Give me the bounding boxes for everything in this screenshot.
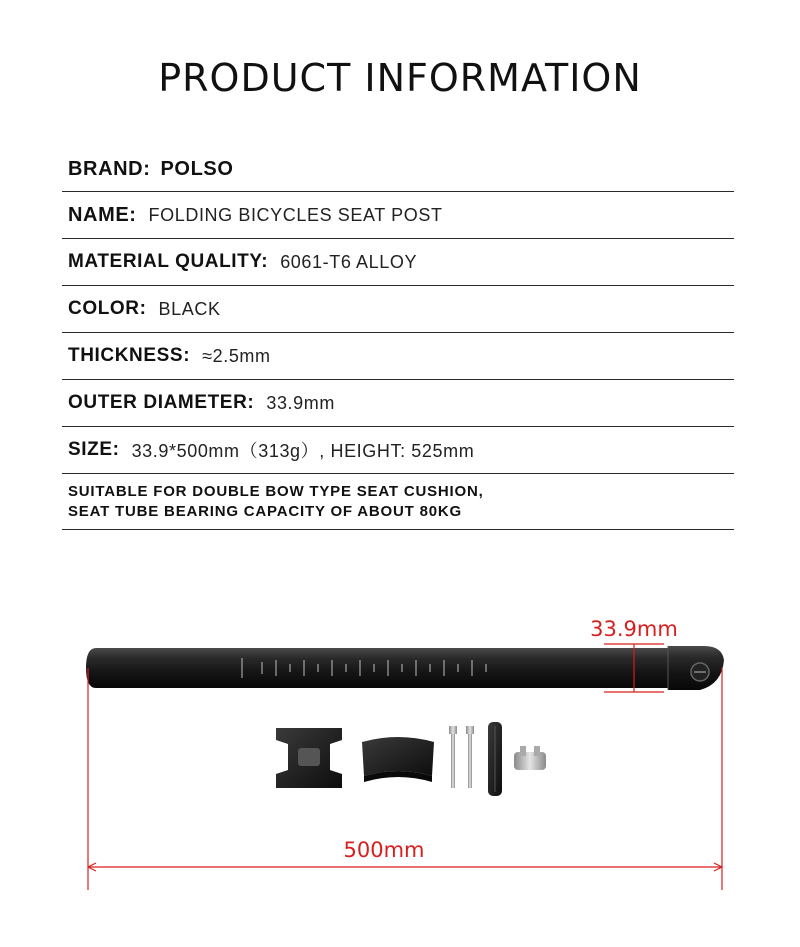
name-label: NAME: bbox=[68, 203, 137, 226]
color-value: BLACK bbox=[158, 298, 221, 319]
spec-row-material bbox=[62, 239, 734, 286]
material-label: MATERIAL QUALITY: bbox=[68, 251, 269, 272]
length-label: 500mm bbox=[343, 838, 425, 862]
page-title: PRODUCT INFORMATION bbox=[158, 56, 642, 100]
spec-row-thickness bbox=[62, 333, 734, 380]
thickness-label: THICKNESS: bbox=[68, 345, 191, 366]
outer-diameter-label: OUTER DIAMETER: bbox=[68, 392, 255, 413]
brand-value: POLSO bbox=[160, 158, 234, 180]
product-illustration bbox=[0, 560, 800, 947]
note-line-1: SUITABLE FOR DOUBLE BOW TYPE SEAT CUSHION, bbox=[68, 482, 484, 500]
spec-row-brand bbox=[62, 142, 734, 192]
outer-diameter-value: 33.9mm bbox=[266, 392, 335, 413]
barrel-nut-part bbox=[488, 722, 502, 796]
bolts-part bbox=[449, 726, 474, 788]
name-value: FOLDING BICYCLES SEAT POST bbox=[148, 204, 443, 225]
brand-label: BRAND: bbox=[68, 158, 151, 180]
spec-table bbox=[62, 142, 734, 530]
capacity-note bbox=[68, 482, 484, 522]
clamp-plate-part bbox=[276, 728, 342, 788]
color-label: COLOR: bbox=[68, 298, 147, 319]
material-value: 6061-T6 ALLOY bbox=[280, 251, 418, 272]
size-value: 33.9*500mm（313g）, HEIGHT: 525mm bbox=[131, 441, 475, 461]
spec-row-size bbox=[62, 427, 734, 474]
saddle-cradle-part bbox=[362, 737, 434, 782]
note-line-2: SEAT TUBE BEARING CAPACITY OF ABOUT 80KG bbox=[68, 502, 462, 520]
diameter-label: 33.9mm bbox=[590, 617, 678, 641]
spec-row-note bbox=[62, 474, 734, 530]
spec-row-outer-diameter bbox=[62, 380, 734, 427]
spec-row-color bbox=[62, 286, 734, 333]
seat-post-tube bbox=[86, 646, 724, 690]
silver-clip-part bbox=[514, 746, 546, 770]
spec-row-name bbox=[62, 192, 734, 239]
size-label: SIZE: bbox=[68, 439, 120, 460]
thickness-value: ≈2.5mm bbox=[202, 345, 271, 366]
